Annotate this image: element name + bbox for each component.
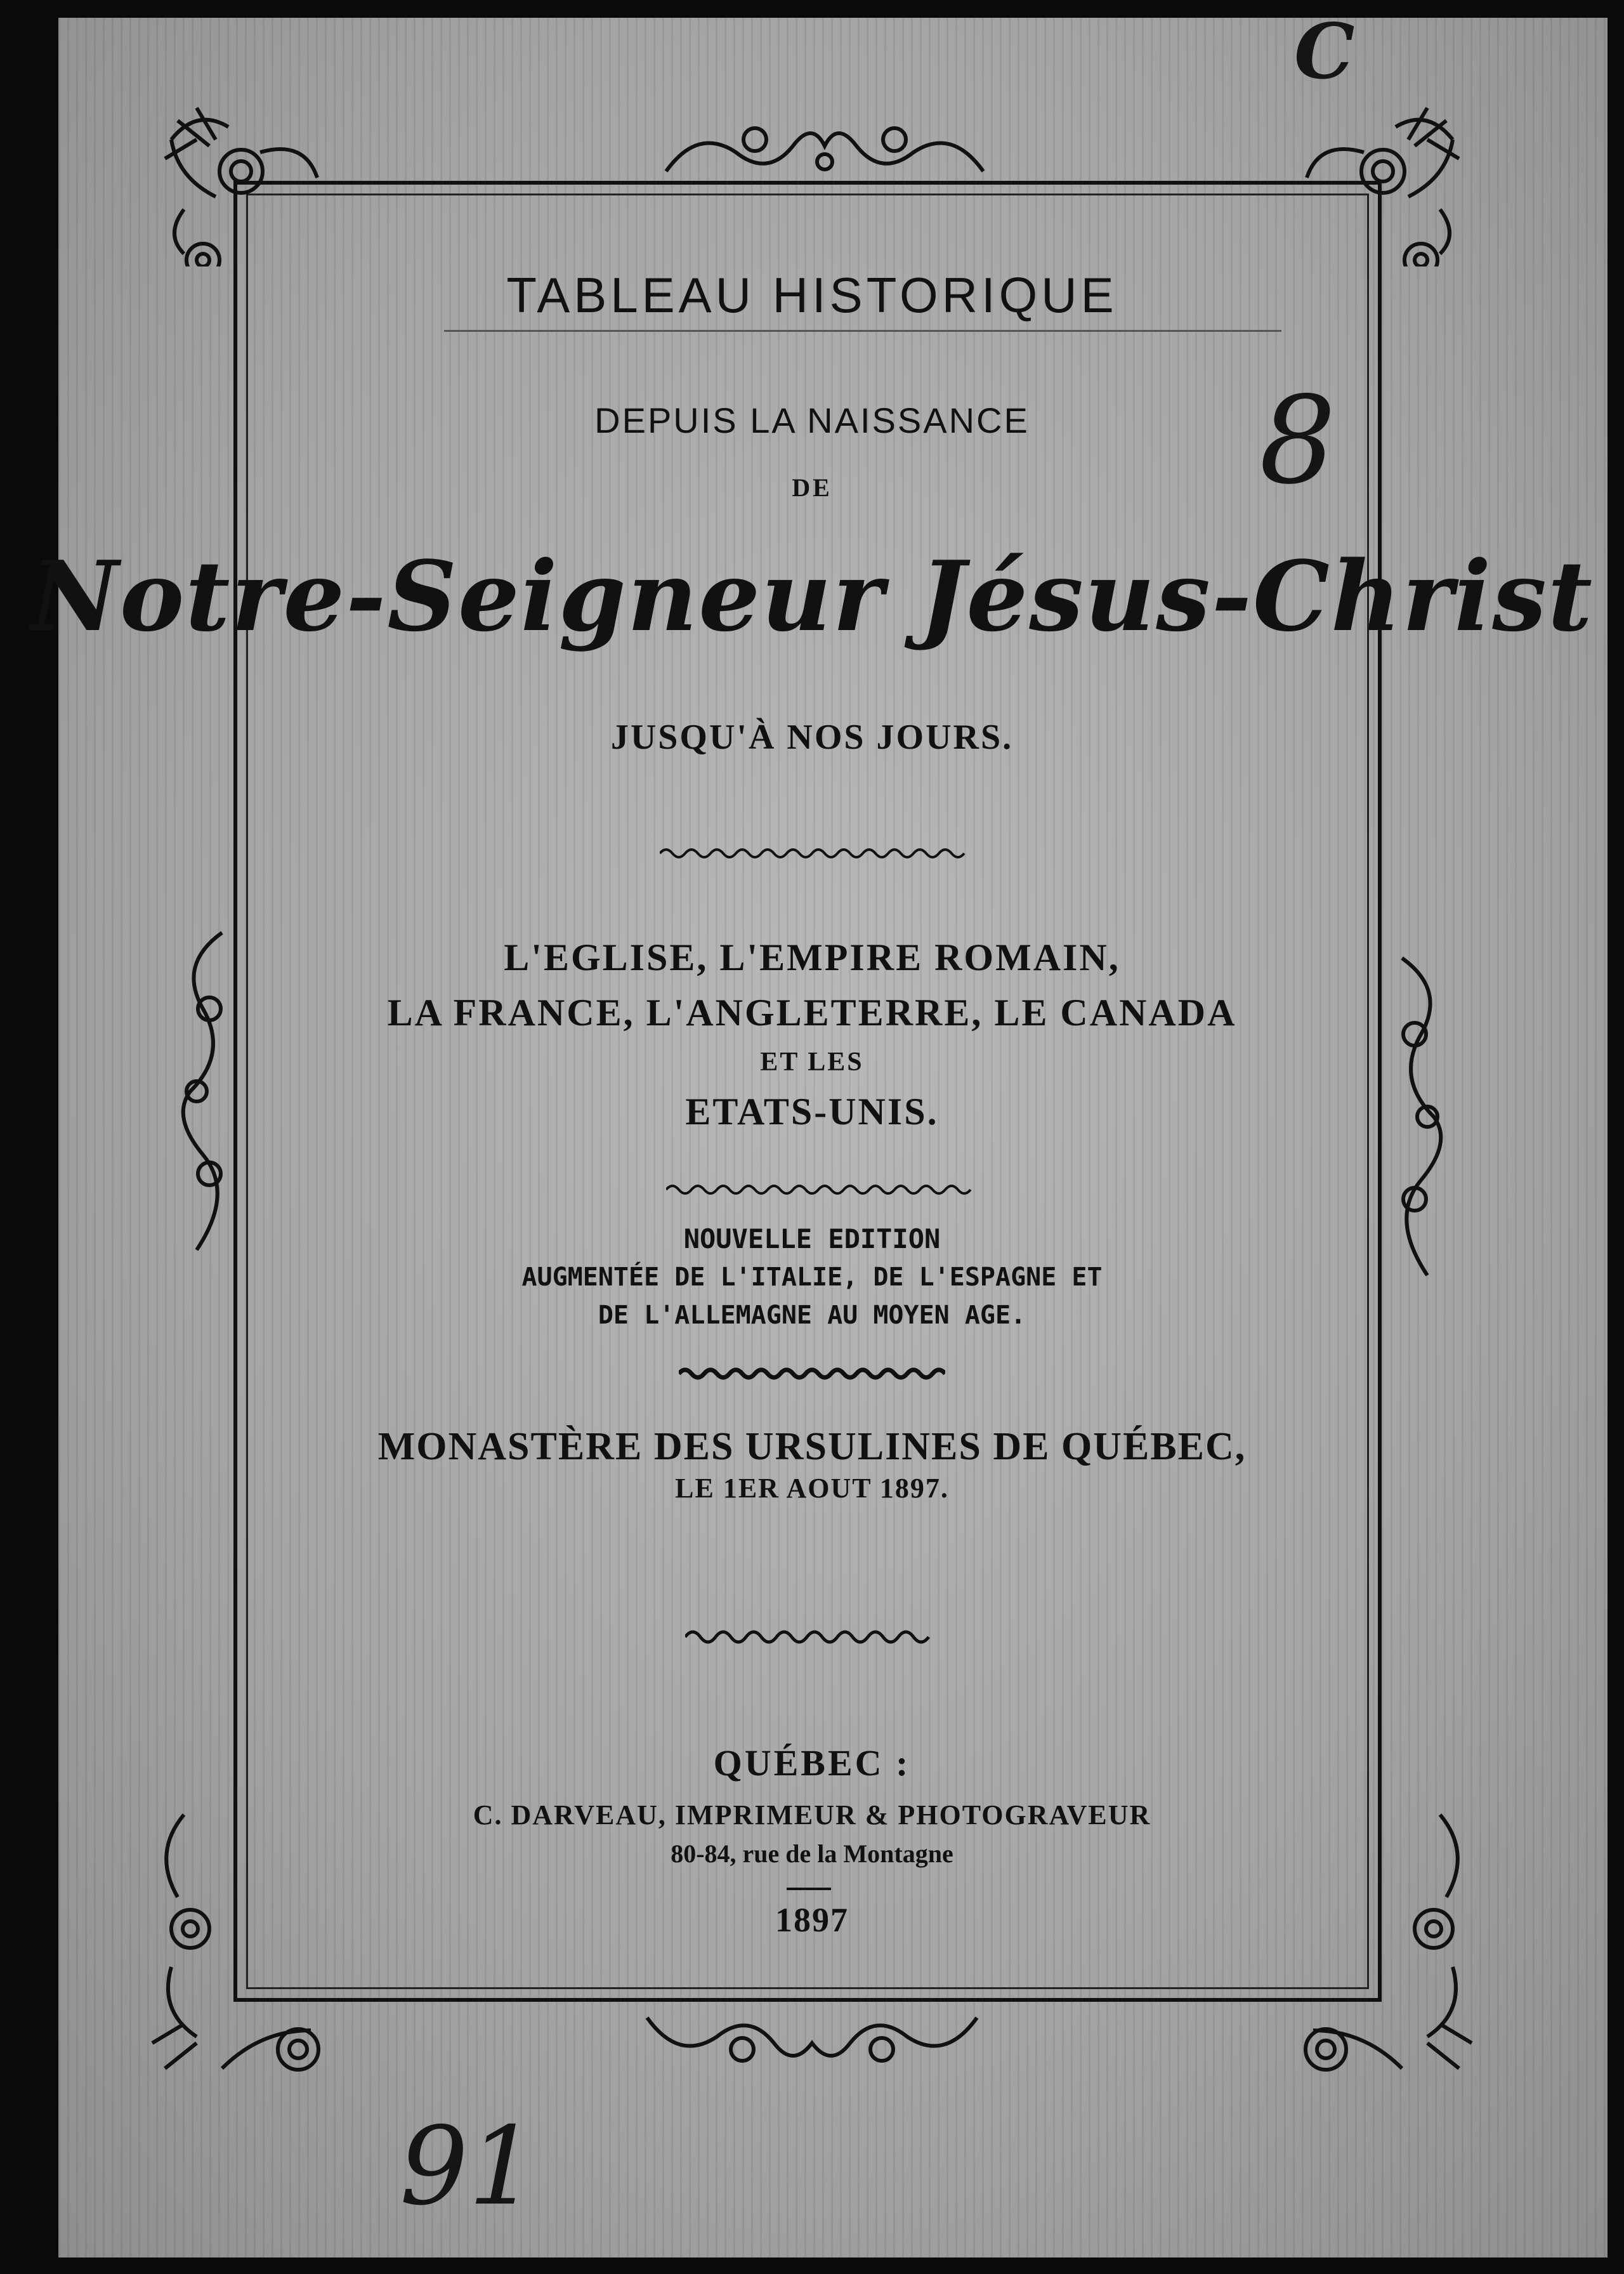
edition-line-2: AUGMENTÉE DE L'ITALIE, DE L'ESPAGNE ET xyxy=(521,1263,1103,1292)
corner-ornament-top-left xyxy=(159,102,324,266)
topics-line-4: ETATS-UNIS. xyxy=(685,1091,939,1133)
imprint-printer: C. DARVEAU, IMPRIMEUR & PHOTOGRAVEUR xyxy=(473,1799,1151,1830)
bottom-center-scroll-ornament xyxy=(641,2005,983,2075)
wavy-divider-3 xyxy=(679,1364,945,1383)
intro-line: DEPUIS LA NAISSANCE xyxy=(594,400,1030,440)
handwritten-corner-mark: C xyxy=(1294,7,1355,96)
topics-line-2: LA FRANCE, L'ANGLETERRE, LE CANADA xyxy=(387,992,1237,1034)
title-rule-divider xyxy=(444,330,1281,332)
wavy-divider-2 xyxy=(666,1180,977,1199)
wavy-divider-1 xyxy=(660,844,971,863)
topics-line-3: ET LES xyxy=(760,1048,864,1077)
topics-line-1: L'EGLISE, L'EMPIRE ROMAIN, xyxy=(504,937,1120,978)
preposition-line: DE xyxy=(792,473,832,502)
handwritten-margin-number: 8 xyxy=(1259,371,1336,511)
document-title: TABLEAU HISTORIQUE xyxy=(506,267,1118,323)
origin-line-1: MONASTÈRE DES URSULINES DE QUÉBEC, xyxy=(377,1425,1247,1468)
imprint-city: QUÉBEC : xyxy=(713,1742,911,1784)
year-dash-divider xyxy=(787,1888,831,1890)
subject-heading: Notre-Seigneur Jésus-Christ xyxy=(30,539,1594,653)
edition-line-3: DE L'ALLEMAGNE AU MOYEN AGE. xyxy=(598,1301,1026,1330)
corner-ornament-top-right xyxy=(1300,102,1465,266)
origin-line-2: LE 1ER AOUT 1897. xyxy=(675,1473,949,1504)
imprint-address: 80-84, rue de la Montagne xyxy=(671,1839,953,1868)
handwritten-bottom-number: 91 xyxy=(400,2104,537,2230)
imprint-year: 1897 xyxy=(775,1901,849,1939)
until-line: JUSQU'À NOS JOURS. xyxy=(610,718,1014,757)
top-center-scroll-ornament xyxy=(660,114,990,184)
scroll-divider xyxy=(685,1624,939,1650)
edition-line-1: NOUVELLE EDITION xyxy=(683,1223,941,1254)
